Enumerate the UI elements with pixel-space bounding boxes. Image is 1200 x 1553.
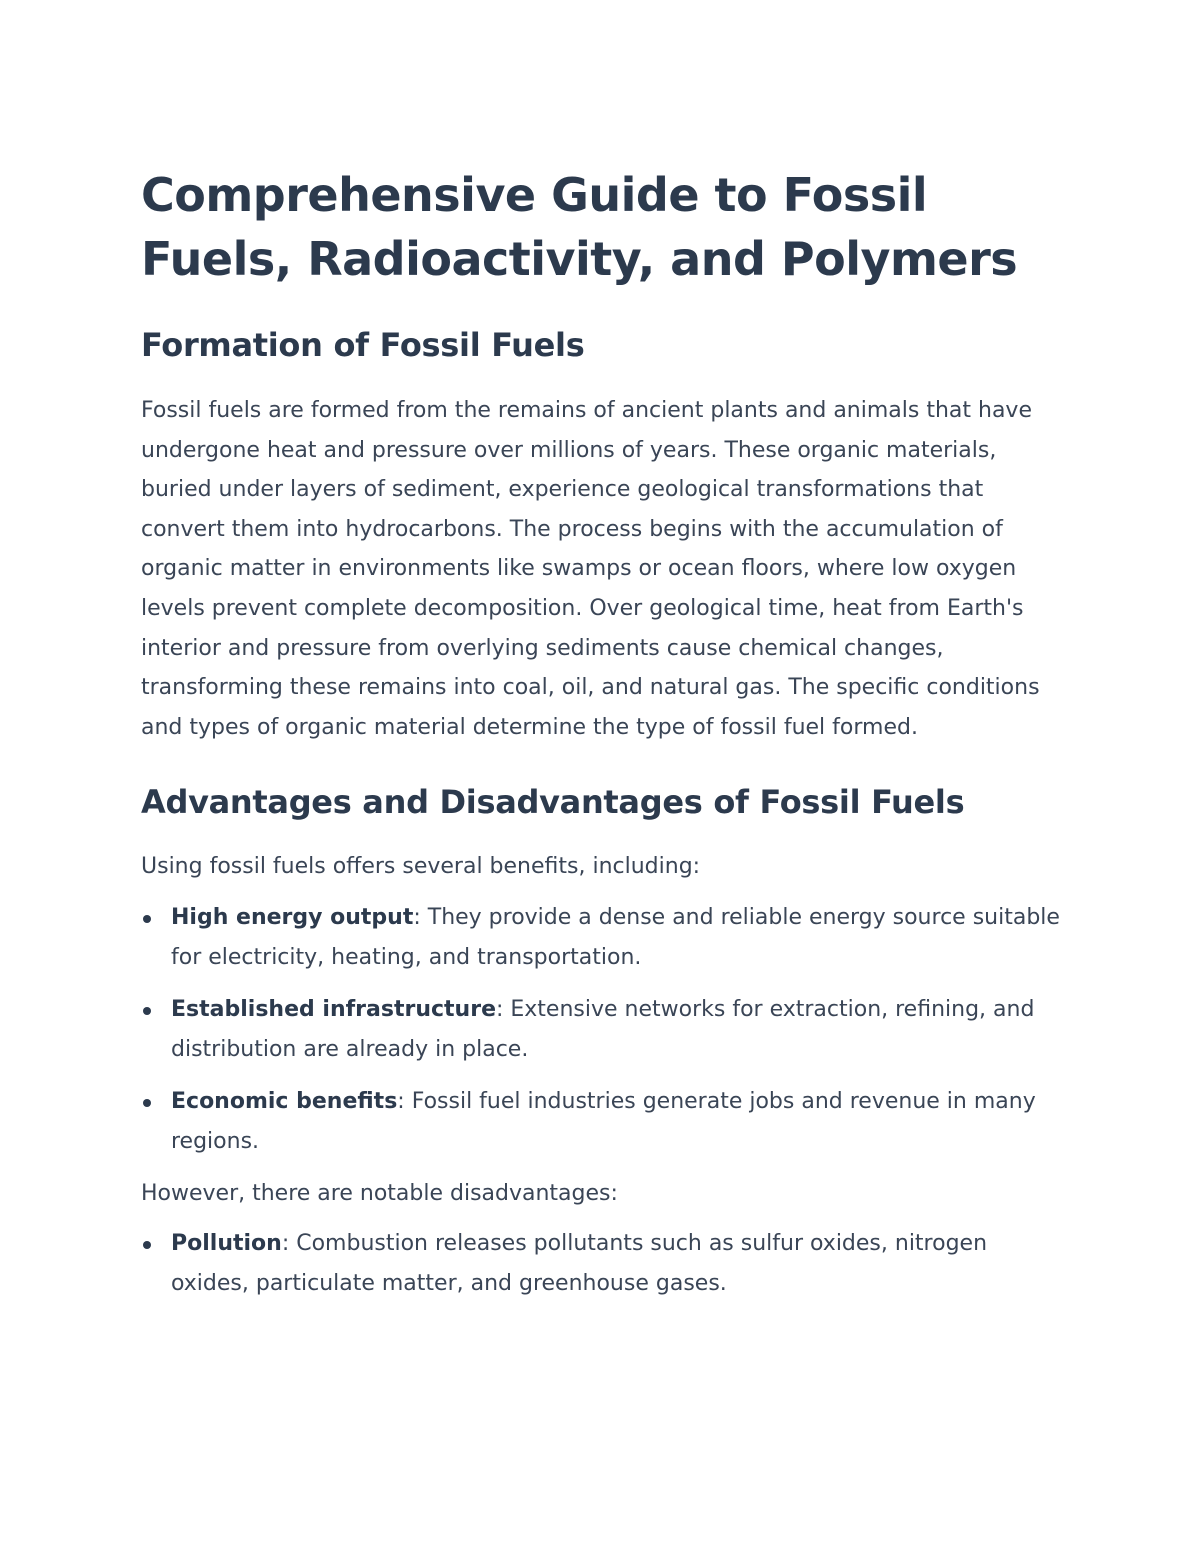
list-item-text: : Extensive networks for extraction, refining, and distribution are already in place. (171, 996, 1035, 1062)
list-item-term: Established infrastructure (171, 996, 496, 1022)
formation-paragraph: Fossil fuels are formed from the remains of ancient plants and animals that have undergone heat and pressure over millions of years. These organic materials, buried under layers of sediment, experience geological transformations that convert them into hydrocarbons. The process begins with the accumulation of organic matter in environments like swamps or ocean floors, where low oxygen levels prevent complete decomposition. Over geological time, heat from Earth's interior and pressure from overlying sediments cause chemical changes, transforming these remains into coal, oil, and natural gas. The specific conditions and types of organic material determine the type of fossil fuel formed. (141, 398, 1040, 740)
disadvantages-intro: However, there are notable disadvantages: (141, 1180, 618, 1206)
document-title: Comprehensive Guide to Fossil Fuels, Radioactivity, and Polymers (141, 168, 1018, 286)
bullet-icon (143, 1241, 151, 1249)
bullet-icon (143, 1099, 151, 1107)
bullet-icon (143, 1007, 151, 1015)
list-item-term: High energy output (171, 904, 414, 930)
list-item-term: Economic benefits (171, 1088, 398, 1114)
list-item-text: : Fossil fuel industries generate jobs and revenue in many regions. (171, 1088, 1036, 1154)
disadvantages-list (141, 1224, 1071, 1304)
list-item (141, 1082, 1071, 1162)
advantages-list (141, 898, 1071, 1162)
section-heading-formation: Formation of Fossil Fuels (141, 326, 585, 364)
list-item-term: Pollution (171, 1230, 282, 1256)
advantages-intro: Using fossil fuels offers several benefits, including: (141, 854, 701, 880)
list-item-text: : Combustion releases pollutants such as sulfur oxides, nitrogen oxides, particulate matter, and greenhouse gases. (171, 1230, 988, 1296)
list-item (141, 898, 1071, 978)
section-heading-advantages-disadvantages: Advantages and Disadvantages of Fossil Fuels (141, 783, 965, 822)
document-page (141, 163, 1071, 1316)
list-item (141, 1224, 1071, 1304)
list-item (141, 990, 1071, 1070)
list-item-text: : They provide a dense and reliable energy source suitable for electricity, heating, and transportation. (171, 904, 1060, 970)
bullet-icon (143, 915, 151, 923)
